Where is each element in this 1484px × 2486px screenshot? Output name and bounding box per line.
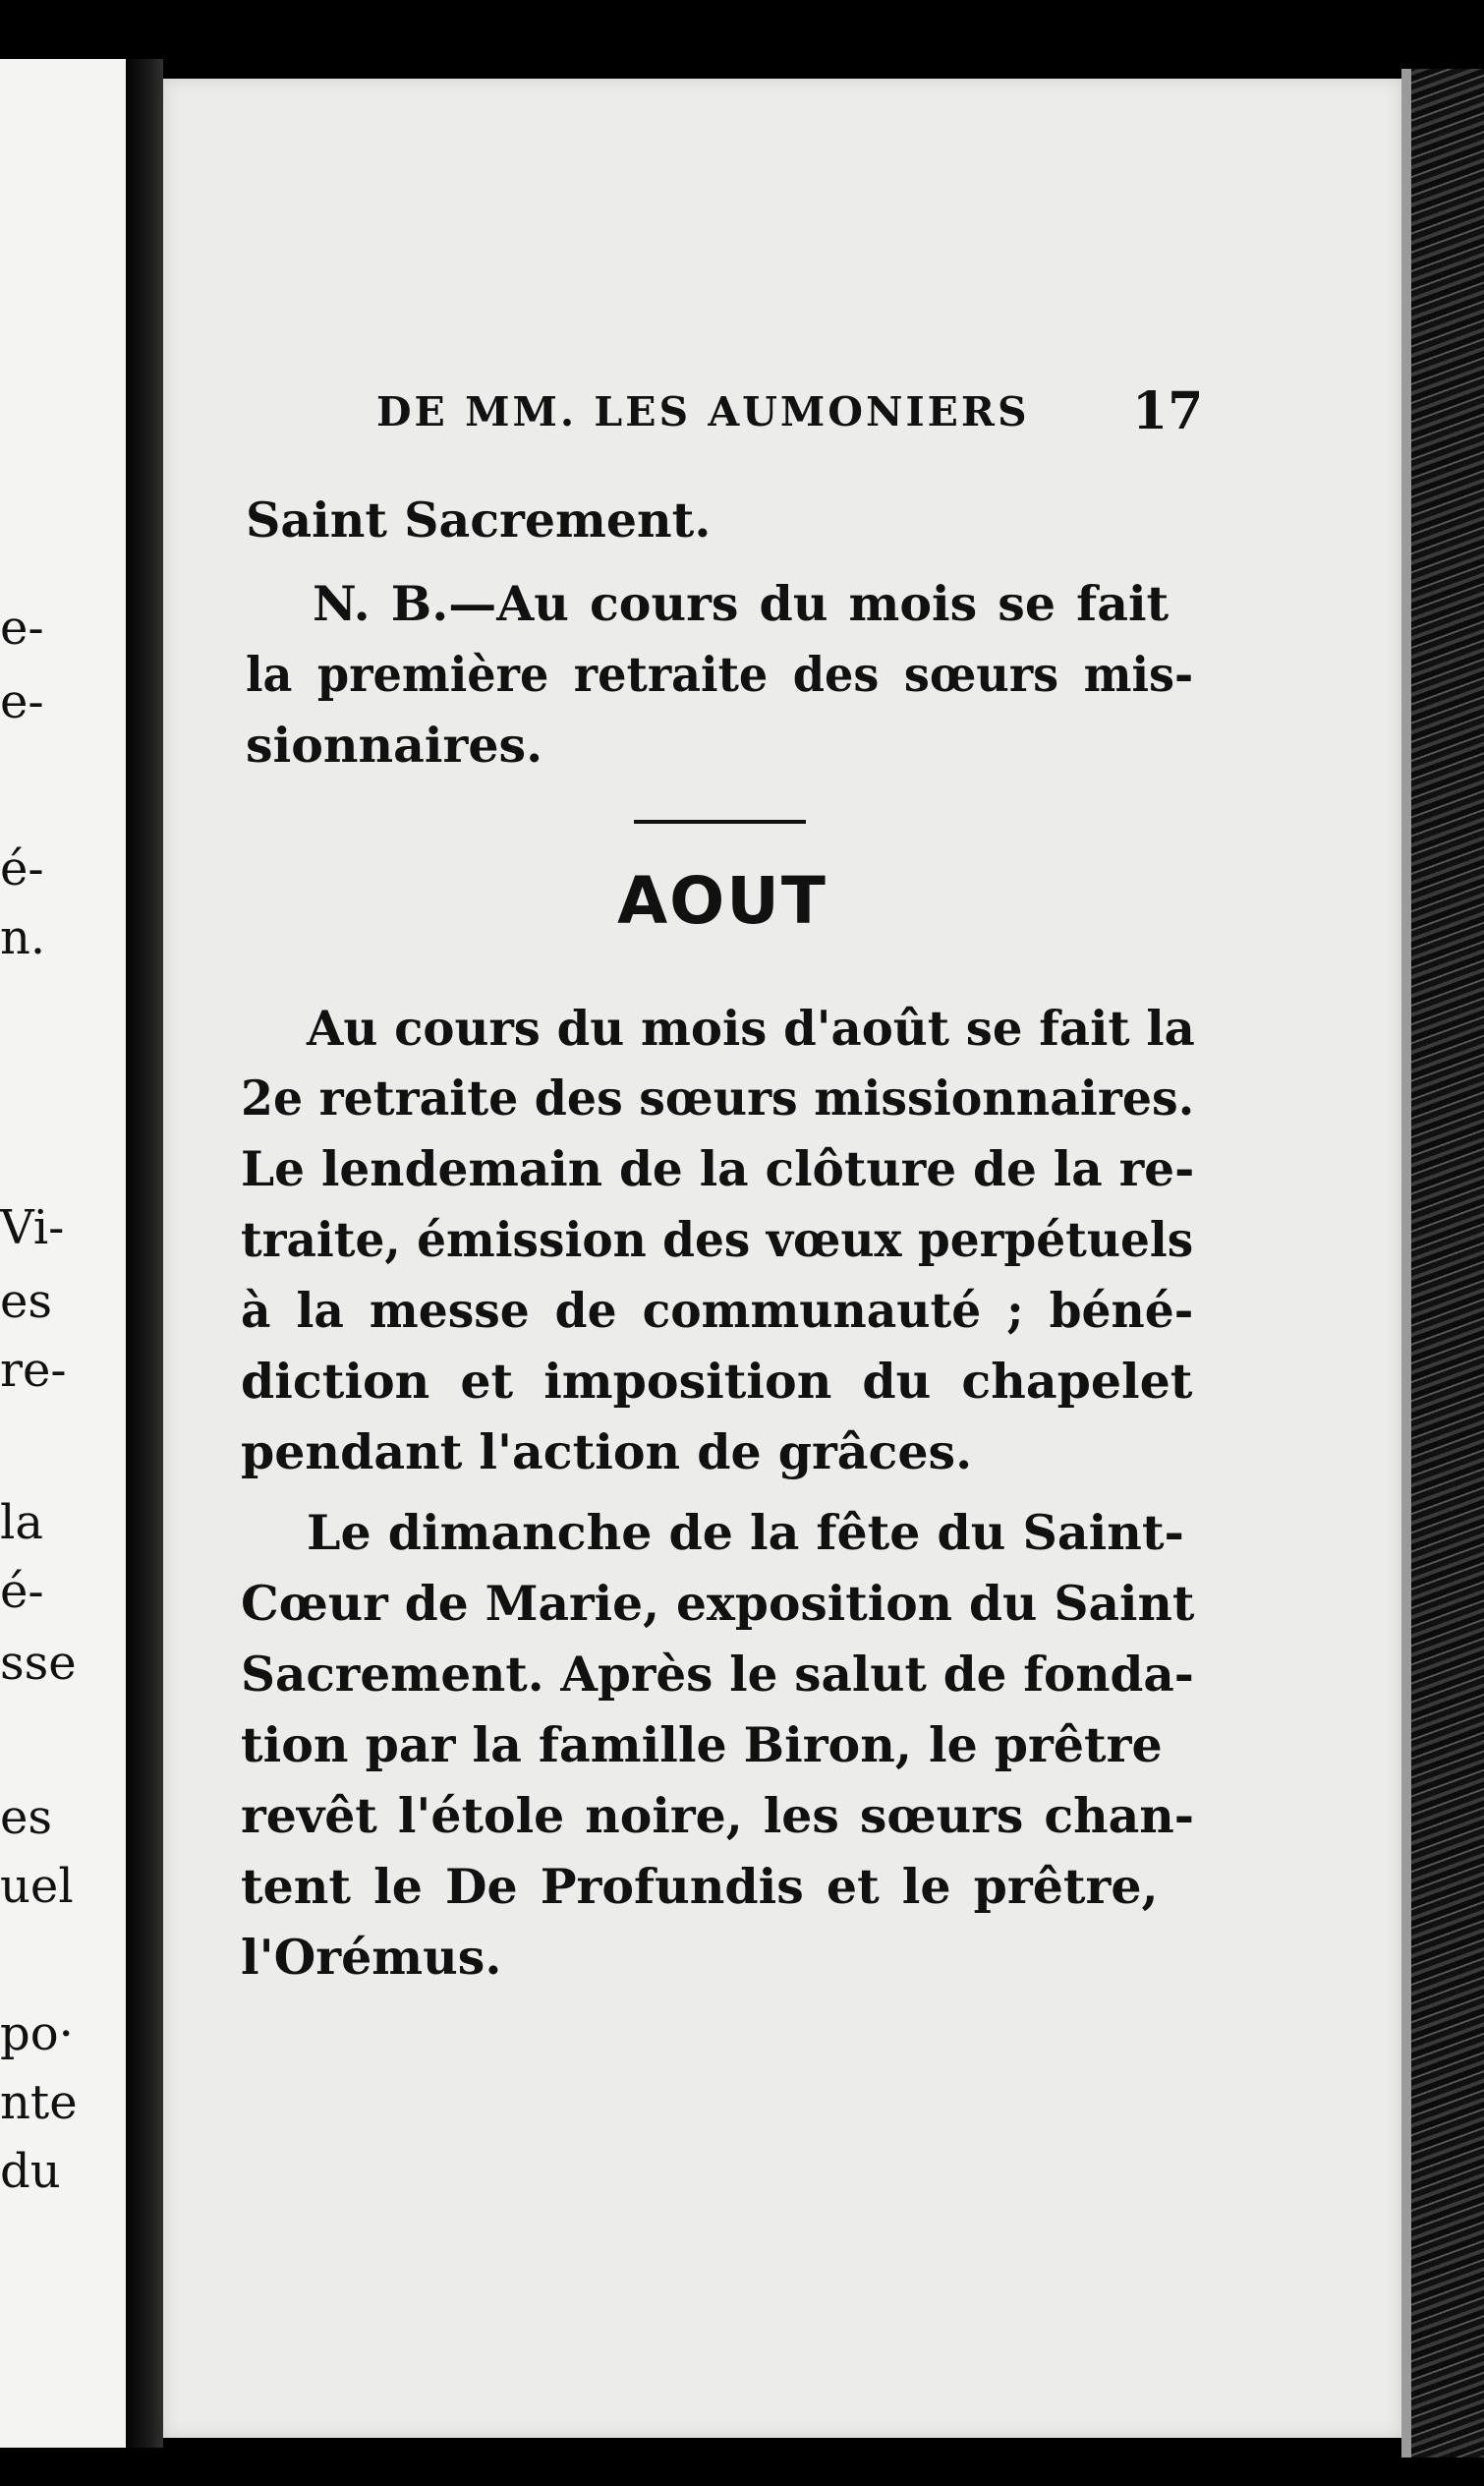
left-page-fragment: re-: [0, 1343, 67, 1398]
text-line: tion par la famille Biron, le prêtre: [241, 1716, 1163, 1773]
adjacent-left-page: [0, 59, 126, 2448]
text-line: Cœur de Marie, exposition du Saint: [241, 1575, 1195, 1632]
text-line: tent le De Profundis et le prêtre,: [241, 1858, 1159, 1915]
left-page-fragment: sse: [0, 1636, 77, 1691]
text-line: revêt l'étole noire, les sœurs chan-: [241, 1787, 1195, 1844]
text-line: diction et imposition du chapelet: [241, 1353, 1193, 1410]
left-page-fragment: uel: [0, 1859, 74, 1914]
text-line: traite, émission des vœux perpétuels: [241, 1211, 1194, 1268]
left-page-fragment: es: [0, 1790, 53, 1845]
left-page-fragment: nte: [0, 2075, 78, 2130]
left-page-fragment: po·: [0, 2006, 74, 2061]
text-line: Le dimanche de la fête du Saint-: [307, 1504, 1184, 1561]
text-line: Sacrement. Après le salut de fonda-: [241, 1646, 1194, 1703]
running-head: DE MM. LES AUMONIERS: [376, 388, 1030, 435]
text-line: la première retraite des sœurs mis-: [246, 646, 1194, 703]
text-line: Saint Sacrement.: [246, 491, 712, 549]
text-line: sionnaires.: [246, 717, 543, 774]
left-page-fragment: é-: [0, 841, 44, 896]
book-gutter: [126, 59, 163, 2448]
text-line: N. B.—Au cours du mois se fait: [313, 575, 1170, 632]
left-page-fragment: é-: [0, 1564, 44, 1619]
left-page-fragment: n.: [0, 910, 46, 965]
page-edge-decoration: [1401, 69, 1484, 2457]
left-page-fragment: e-: [0, 674, 44, 729]
text-line: Au cours du mois d'août se fait la: [307, 1000, 1195, 1057]
section-divider: [634, 820, 806, 824]
left-page-fragment: la: [0, 1495, 43, 1550]
page-number: 17: [1132, 381, 1204, 441]
text-line: pendant l'action de grâces.: [241, 1423, 973, 1480]
text-line: l'Orémus.: [241, 1929, 502, 1986]
text-line: à la messe de communauté ; béné-: [241, 1282, 1194, 1339]
left-page-fragment: e-: [0, 601, 44, 656]
page-edge-border: [1401, 69, 1411, 2457]
left-page-fragment: es: [0, 1274, 53, 1329]
text-line: 2e retraite des sœurs missionnaires.: [241, 1070, 1195, 1127]
section-title: AOUT: [617, 863, 828, 939]
left-page-fragment: du: [0, 2144, 61, 2199]
left-page-fragment: Vi-: [0, 1200, 65, 1255]
text-line: Le lendemain de la clôture de la re-: [241, 1140, 1195, 1197]
